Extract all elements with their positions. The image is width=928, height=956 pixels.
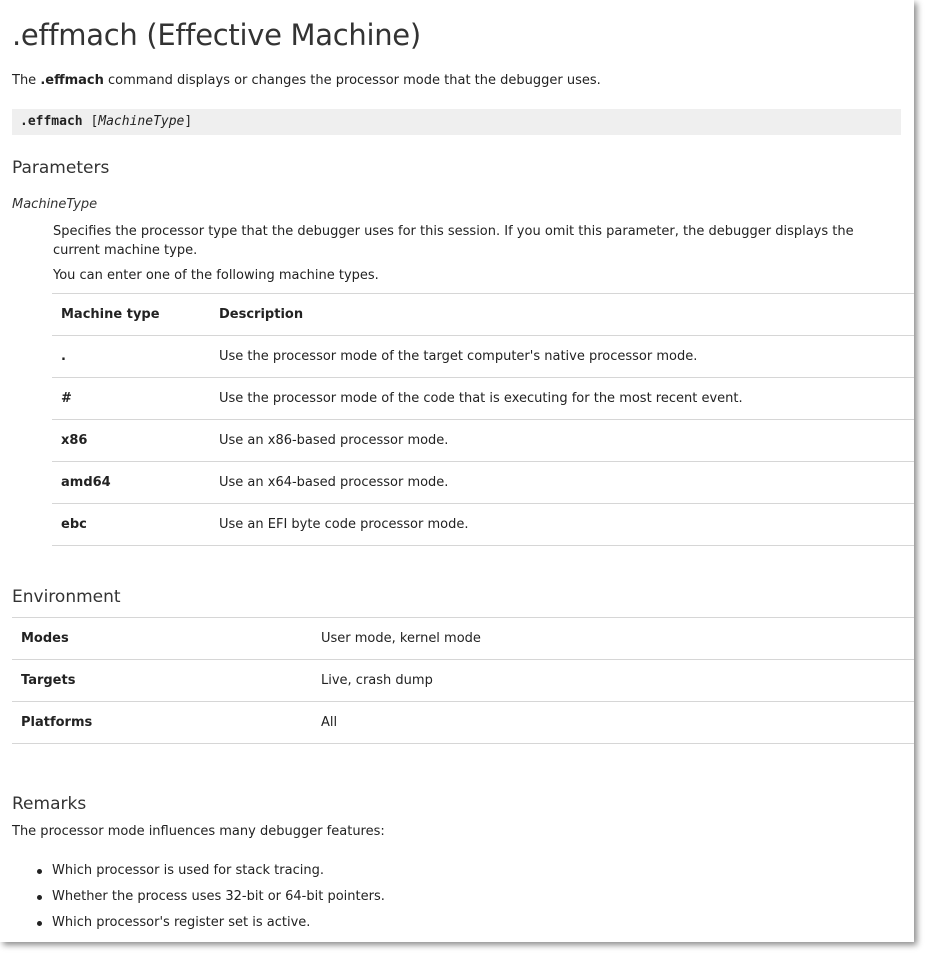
parameter-description: Specifies the processor type that the debugger uses for this session. If you omit this parameter, the debugger displays the current machine type.	[53, 224, 854, 258]
machine-type-cell: amd64	[52, 462, 210, 504]
list-item: Whether the process uses 32-bit or 64-bit pointers.	[52, 888, 385, 914]
syntax-param: MachineType	[98, 114, 185, 129]
syntax-close-bracket: ]	[184, 114, 193, 129]
syntax-command: .effmach	[20, 114, 83, 129]
table-row	[52, 420, 914, 462]
parameters-heading: Parameters	[12, 158, 110, 178]
table-row	[12, 702, 914, 744]
list-item: Which processor is used for stack tracing.	[52, 862, 385, 888]
intro-after: command displays or changes the processor mode that the debugger uses.	[103, 73, 601, 88]
syntax-open-bracket: [	[82, 114, 99, 129]
table-header-machine-type: Machine type	[52, 294, 210, 336]
machine-type-table	[52, 293, 914, 546]
syntax-block	[12, 109, 901, 135]
environment-key-cell: Modes	[12, 618, 312, 660]
remarks-heading: Remarks	[12, 794, 87, 814]
environment-table	[12, 617, 914, 744]
description-cell: Use the processor mode of the target computer's native processor mode.	[210, 336, 914, 378]
environment-heading: Environment	[12, 587, 121, 607]
environment-key-cell: Targets	[12, 660, 312, 702]
table-row	[12, 618, 914, 660]
description-cell: Use an x64-based processor mode.	[210, 462, 914, 504]
remarks-list	[12, 862, 385, 940]
environment-value-cell: Live, crash dump	[312, 660, 914, 702]
intro-command: .effmach	[40, 73, 104, 88]
description-cell: Use the processor mode of the code that is executing for the most recent event.	[210, 378, 914, 420]
table-row	[52, 504, 914, 546]
remarks-paragraph: The processor mode influences many debugger features:	[12, 824, 385, 839]
table-row	[52, 462, 914, 504]
table-row	[52, 336, 914, 378]
table-row	[12, 660, 914, 702]
machine-type-cell: x86	[52, 420, 210, 462]
description-cell: Use an EFI byte code processor mode.	[210, 504, 914, 546]
page-title: .effmach (Effective Machine)	[12, 18, 421, 52]
description-cell: Use an x86-based processor mode.	[210, 420, 914, 462]
table-header-row	[52, 294, 914, 336]
intro-paragraph	[12, 73, 601, 88]
machine-type-cell: #	[52, 378, 210, 420]
machine-type-cell: .	[52, 336, 210, 378]
parameter-name: MachineType	[12, 197, 98, 212]
table-row	[52, 378, 914, 420]
environment-key-cell: Platforms	[12, 702, 312, 744]
list-item: Which processor's register set is active.	[52, 914, 385, 940]
machine-type-cell: ebc	[52, 504, 210, 546]
environment-value-cell: All	[312, 702, 914, 744]
parameter-description-2: You can enter one of the following machine types.	[53, 268, 379, 283]
environment-value-cell: User mode, kernel mode	[312, 618, 914, 660]
intro-before: The	[12, 73, 41, 88]
table-header-description: Description	[210, 294, 914, 336]
